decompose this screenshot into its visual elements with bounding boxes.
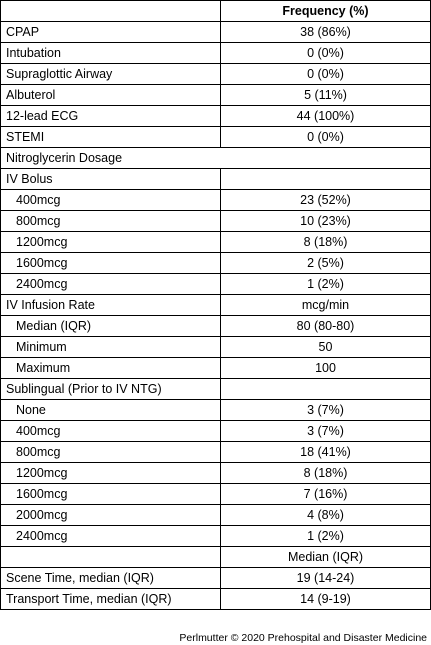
row-label: 1600mcg	[1, 484, 221, 505]
row-label: Albuterol	[1, 85, 221, 106]
row-label: 400mcg	[1, 190, 221, 211]
row-value: 80 (80-80)	[221, 316, 431, 337]
header-row	[1, 1, 431, 22]
row-value: Median (IQR)	[221, 547, 431, 568]
row-value: 14 (9-19)	[221, 589, 431, 610]
table-row	[1, 169, 431, 190]
row-label: 1200mcg	[1, 232, 221, 253]
row-label: 1600mcg	[1, 253, 221, 274]
row-value: 1 (2%)	[221, 526, 431, 547]
row-value: 23 (52%)	[221, 190, 431, 211]
table-row	[1, 589, 431, 610]
row-value: 1 (2%)	[221, 274, 431, 295]
table-row	[1, 253, 431, 274]
row-label: 800mcg	[1, 442, 221, 463]
table-row	[1, 64, 431, 85]
row-label: IV Infusion Rate	[1, 295, 221, 316]
row-value: 2 (5%)	[221, 253, 431, 274]
row-value: 10 (23%)	[221, 211, 431, 232]
row-label	[1, 547, 221, 568]
table-row	[1, 22, 431, 43]
table-row	[1, 274, 431, 295]
table-row	[1, 85, 431, 106]
table-body	[1, 1, 431, 610]
row-label: None	[1, 400, 221, 421]
table-row	[1, 526, 431, 547]
row-value: 18 (41%)	[221, 442, 431, 463]
table-row	[1, 379, 431, 400]
row-label: 2400mcg	[1, 526, 221, 547]
header-cell-label	[1, 1, 221, 22]
table-row	[1, 547, 431, 568]
row-value: 3 (7%)	[221, 400, 431, 421]
table-row	[1, 190, 431, 211]
table-row	[1, 316, 431, 337]
row-value: 7 (16%)	[221, 484, 431, 505]
table-row	[1, 484, 431, 505]
row-label: Intubation	[1, 43, 221, 64]
row-label: Maximum	[1, 358, 221, 379]
row-label: STEMI	[1, 127, 221, 148]
row-label: 800mcg	[1, 211, 221, 232]
row-label: Supraglottic Airway	[1, 64, 221, 85]
header-cell-frequency: Frequency (%)	[221, 1, 431, 22]
table-row	[1, 421, 431, 442]
row-label: Transport Time, median (IQR)	[1, 589, 221, 610]
row-value: 38 (86%)	[221, 22, 431, 43]
row-value: 8 (18%)	[221, 232, 431, 253]
table-row	[1, 232, 431, 253]
row-label: Minimum	[1, 337, 221, 358]
table-row	[1, 127, 431, 148]
table-row	[1, 463, 431, 484]
table-row	[1, 337, 431, 358]
row-value: 3 (7%)	[221, 421, 431, 442]
table-row	[1, 568, 431, 589]
row-label: 12-lead ECG	[1, 106, 221, 127]
row-label: IV Bolus	[1, 169, 221, 190]
row-label: 1200mcg	[1, 463, 221, 484]
row-value: mcg/min	[221, 295, 431, 316]
row-value: 50	[221, 337, 431, 358]
table-row	[1, 211, 431, 232]
table-row	[1, 400, 431, 421]
row-value: 5 (11%)	[221, 85, 431, 106]
row-value	[221, 169, 431, 190]
row-label: 400mcg	[1, 421, 221, 442]
row-label: Sublingual (Prior to IV NTG)	[1, 379, 221, 400]
row-value	[221, 379, 431, 400]
row-label: 2000mcg	[1, 505, 221, 526]
table-row	[1, 505, 431, 526]
credit-line: Perlmutter © 2020 Prehospital and Disaster Medicine	[179, 632, 427, 644]
table-row	[1, 295, 431, 316]
row-value: 4 (8%)	[221, 505, 431, 526]
table-row	[1, 106, 431, 127]
row-value: 0 (0%)	[221, 127, 431, 148]
row-label: 2400mcg	[1, 274, 221, 295]
row-label: Median (IQR)	[1, 316, 221, 337]
row-value: 100	[221, 358, 431, 379]
table-row	[1, 358, 431, 379]
row-label: Scene Time, median (IQR)	[1, 568, 221, 589]
row-label: Nitroglycerin Dosage	[1, 148, 431, 169]
table-row	[1, 148, 431, 169]
row-value: 44 (100%)	[221, 106, 431, 127]
row-value: 8 (18%)	[221, 463, 431, 484]
row-value: 19 (14-24)	[221, 568, 431, 589]
row-label: CPAP	[1, 22, 221, 43]
table-row	[1, 43, 431, 64]
table-row	[1, 442, 431, 463]
row-value: 0 (0%)	[221, 64, 431, 85]
row-value: 0 (0%)	[221, 43, 431, 64]
